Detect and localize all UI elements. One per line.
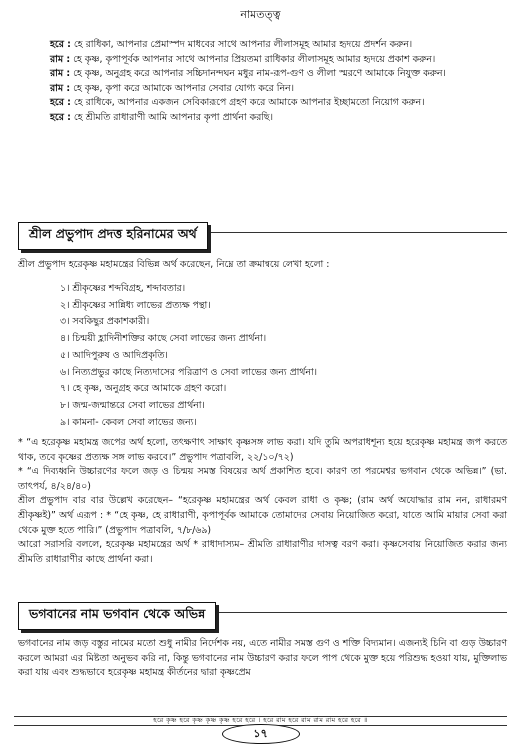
- verse-speaker: হরে :: [50, 97, 71, 109]
- list-item: ৭। হে কৃষ্ণ, অনুগ্রহ করে আমাকে গ্রহণ করো।: [60, 383, 227, 395]
- list-item: ৯। কামনা- কেবল সেবা লাভের জন্য।: [60, 416, 197, 428]
- verse-speaker: হরে :: [50, 111, 71, 123]
- verse-speaker: হরে :: [50, 39, 71, 50]
- verse-1: [50, 38, 503, 53]
- list-item: ২। শ্রীকৃষ্ণের সান্নিধ্য লাভের প্রত্যক্ষ পন্থা।: [60, 299, 211, 311]
- verse-speaker: রাম :: [50, 68, 71, 80]
- verse-text: হে শ্রীমতি রাধারাণী আমি আপনার কৃপা প্রার্থনা করছি।: [70, 111, 273, 123]
- verse-4: [50, 82, 503, 97]
- verse-list: [50, 38, 503, 126]
- running-title: নামতত্ত্ব: [240, 8, 281, 21]
- section-heading-meaning: শ্রীল প্রভুপাদ প্রদত্ত হরিনামের অর্থ: [18, 222, 208, 250]
- verse-3: [50, 67, 503, 82]
- meaning-list: [60, 281, 317, 431]
- quote-paragraph: * “এ হরেকৃষ্ণ মহামন্ত্র জপের অর্থ হলো, তৎক্ষণাৎ সাক্ষাৎ কৃষ্ণসঙ্গ লাভ করা। যদি তুমি অপরাধশূন্য হয়ে হরেকৃষ্ণ মহামন্ত্র জপ করতে থাক, তবে কৃষ্ণের প্রত্যক্ষ সঙ্গ লাভ করবে।” প্রভুপাদ পত্রাবলি, ২২/১০/৭২): [18, 437, 507, 463]
- verse-text: হে কৃষ্ণ, অনুগ্রহ করে আপনার সচ্চিদানন্দঘন মধুর নাম-রূপ-গুণ ও লীলা স্মরণে আমাকে নিযুক্ত করুন।: [70, 68, 446, 80]
- quote-paragraph: আরো সরাসরি বললে, হরেকৃষ্ণ মহামন্ত্রের অর্থ * রাধাদাস্যম– শ্রীমতি রাধারাণীর দাসত্ব বরণ করা। কৃষ্ণসেবায় নিয়োজিত করার জন্য শ্রীমতি রাধারাণীর কাছে প্রার্থনা করা।: [18, 539, 507, 565]
- verse-text: হে রাধিকে, আপনার একজন সেবিকারূপে গ্রহণ করে আমাকে আপনার ইচ্ছামতো নিয়োগ করুন।: [70, 97, 425, 109]
- list-item: ৪। চিন্ময়ী হ্লাদিনীশক্তির কাছে সেবা লাভের জন্য প্রার্থনা।: [60, 333, 267, 345]
- verse-speaker: রাম :: [50, 53, 71, 65]
- verse-2: [50, 53, 503, 68]
- page-number-wrap: [0, 722, 521, 744]
- page-number: ১৭: [222, 724, 300, 744]
- verse-text: হে কৃষ্ণ, কৃপা করে আমাকে আপনার সেবার যোগ্য করে নিন।: [70, 82, 294, 94]
- name-paragraph: ভগবানের নাম জড় বস্তুর নামের মতো শুধু নামীর নির্দেশক নয়, এতে নামীর সমস্ত গুণ ও শক্তি বিদ্যমান। এজন্যই চিনি বা গুড় উচ্চারণ করলে আমরা এর মিষ্টতা অনুভব করি না, কিন্তু ভগবানের নাম উচ্চারণ করার ফলে পাপ থেকে মুক্ত হয়ে পরিশুদ্ধ হওয়া যায়, মুক্তিলাভ করা যায় এবং শুদ্ধভাবে হরেকৃষ্ণ মহামন্ত্র কীর্তনের দ্বারা কৃষ্ণপ্রেম: [18, 638, 507, 679]
- quote-paragraph: * “এ দিব্যধ্বনি উচ্চারণের ফলে জড় ও চিন্ময় সমস্ত বিষয়ের অর্থ প্রকাশিত হবে। কারণ তা পরমেশ্বর ভগবান থেকে অভিন্ন।” (ভা. তাৎপর্য, ৪/২৪/৪০): [18, 466, 507, 492]
- list-item: ৮। জন্ম-জন্মান্তরে সেবা লাভের প্রার্থনা।: [60, 399, 205, 411]
- verse-6: [50, 111, 503, 126]
- list-item: ৫। আদিপুরুষ ও আদিপ্রকৃতি।: [60, 349, 168, 361]
- section-heading-name: ভগবানের নাম ভগবান থেকে অভিন্ন: [18, 602, 216, 630]
- quote-block: [18, 436, 507, 567]
- list-item: ৬। নিত্যপ্রভুর কাছে নিত্যদাসের পরিত্রাণ ও সেবা লাভের জন্য প্রার্থনা।: [60, 366, 318, 378]
- verse-speaker: রাম :: [50, 82, 71, 94]
- verse-5: [50, 96, 503, 111]
- verse-text: হে রাধিকা, আপনার প্রেমাস্পদ মাধবের সাথে আপনার লীলাসমূহ আমার হৃদয়ে প্রদর্শন করুন।: [70, 39, 413, 50]
- intro-line: শ্রীল প্রভুপাদ হরেকৃষ্ণ মহামন্ত্রের বিভিন্ন অর্থ করেছেন, নিম্নে তা ক্রমান্বয়ে লেখা হলো :: [18, 259, 330, 270]
- quote-paragraph: শ্রীল প্রভুপাদ বার বার উল্লেখ করেছেন– “হরেকৃষ্ণ মহামন্ত্রের অর্থ কেবল রাধা ও কৃষ্ণ; (রাম অর্থ অযোদ্ধার রাম নন, রাধারমণ শ্রীকৃষ্ণই)” অর্থ এরূপ : * “হে কৃষ্ণ, হে রাধারাণী, কৃপাপূর্বক আমাকে তোমাদের সেবায় নিয়োজিত করো, যাতে আমি মায়ার সেবা করা থেকে মুক্ত হতে পারি।” (প্রভুপাদ পত্রাবলি, ৭/৮/৬৯): [18, 495, 507, 536]
- verse-text: হে কৃষ্ণ, কৃপাপূর্বক আপনার সাথে আপনার প্রিয়তমা রাধিকার লীলাসমূহ আমার হৃদয়ে প্রকাশ করুন।: [70, 53, 436, 65]
- footer-mantra: হরে কৃষ্ণ হরে কৃষ্ণ কৃষ্ণ কৃষ্ণ হরে হরে । হরে রাম হরে রাম রাম রাম হরে হরে ॥: [14, 716, 507, 726]
- list-item: ১। শ্রীকৃষ্ণের শব্দবিগ্রহ, শব্দাবতার।: [60, 283, 186, 294]
- list-item: ৩। সবকিছুর প্রকাশকারী।: [60, 316, 150, 328]
